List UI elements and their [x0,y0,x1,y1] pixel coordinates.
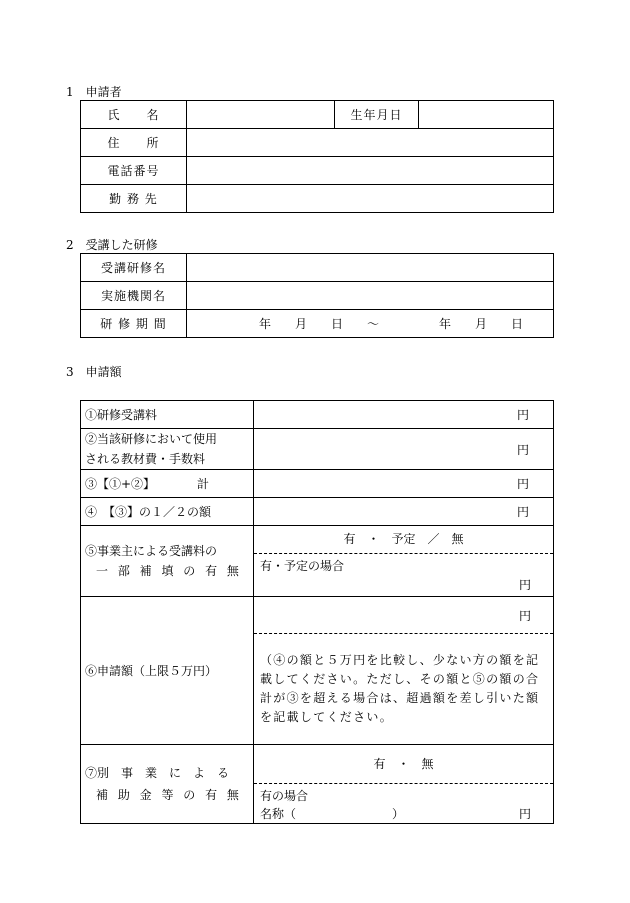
row4-field[interactable] [254,498,554,526]
yen-unit: 円 [518,609,531,623]
row5-amount-area[interactable] [254,553,553,596]
row6-label: ⑥申請額（上限５万円） [81,597,254,745]
org-label: 実施機関名 [81,282,187,310]
birth-field[interactable] [419,101,554,129]
phone-field[interactable] [187,157,554,185]
row7-name[interactable]: 名称（ ） [260,807,405,821]
course-table [80,253,554,338]
row7-label [81,745,254,824]
section1-heading: 1 申請者 [66,85,122,99]
birth-label: 生年月日 [335,101,419,129]
period-label: 研 修 期 間 [81,310,187,338]
row6-instruction: （④の額と５万円を比較し、少ない方の額を記載してください。ただし、その額と⑤の額の合計が③を超える場合は、超過額を差し引いた額を記載してください。 [254,633,553,744]
yen-unit: 円 [518,578,531,592]
address-label: 住 所 [81,129,187,157]
amount-table [80,400,554,824]
row5-note: 有・予定の場合 [260,559,345,573]
row7-options[interactable]: 有 ・ 無 [373,757,434,771]
name-field[interactable] [187,101,335,129]
row7-detail-area[interactable] [254,783,553,823]
yen-unit: 円 [516,505,529,519]
row5-label-line1: ⑤事業主による受講料の [85,544,218,558]
row7-label-line2: 補 助 金 等 の 有 無 [96,788,242,802]
phone-label: 電話番号 [81,157,187,185]
address-field[interactable] [187,129,554,157]
org-field[interactable] [187,282,554,310]
yen-unit: 円 [516,442,529,457]
section3-heading: 3 申請額 [66,365,122,379]
row5-label-line2: 一 部 補 填 の 有 無 [96,564,242,578]
course-label: 受講研修名 [81,254,187,282]
row7-field[interactable] [254,745,554,824]
row7-label-line1: ⑦別 事 業 に よ る [85,766,230,780]
row3-label: ③【①+②】 計 [81,470,254,498]
section2-heading: 2 受講した研修 [66,238,158,252]
row4-label: ④ 【③】の１／２の額 [81,498,254,526]
row2-field[interactable] [254,429,554,470]
work-field[interactable] [187,185,554,213]
row5-field[interactable] [254,526,554,597]
yen-unit: 円 [518,807,531,821]
row6-amount-area[interactable] [254,597,553,633]
row5-label [81,526,254,597]
work-label: 勤 務 先 [81,185,187,213]
course-field[interactable] [187,254,554,282]
row2-label-line2: される教材費・手数料 [85,452,206,466]
row7-note: 有の場合 [260,789,309,803]
applicant-table [80,100,554,213]
row2-label [81,429,254,470]
row3-field[interactable] [254,470,554,498]
name-label: 氏 名 [81,101,187,129]
yen-unit: 円 [516,408,529,422]
row2-label-line1: ②当該研修において使用 [85,432,218,446]
row5-options[interactable]: 有 ・ 予定 ／ 無 [343,532,464,546]
row1-label: ①研修受講料 [81,401,254,429]
row1-field[interactable] [254,401,554,429]
period-field[interactable]: 年 月 日 ～ 年 月 日 [187,310,554,338]
row6-field[interactable] [254,597,554,745]
yen-unit: 円 [516,477,529,491]
